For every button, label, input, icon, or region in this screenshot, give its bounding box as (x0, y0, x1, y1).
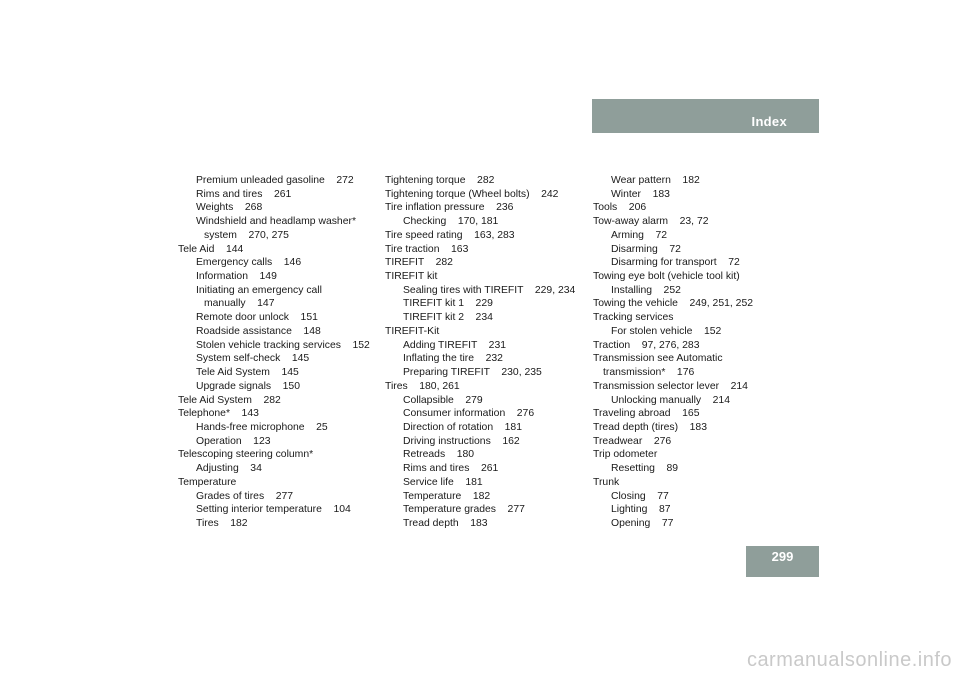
index-entry: Tires 182 (196, 517, 248, 529)
index-entry: Towing the vehicle 249, 251, 252 (593, 298, 754, 310)
index-entry: TIREFIT kit 1 229 (403, 298, 493, 310)
index-entry: Tele Aid System 282 (178, 394, 281, 406)
index-entry: Information 149 (196, 271, 277, 283)
index-entry: Temperature 182 (403, 490, 491, 502)
index-entry: Rims and tires 261 (403, 463, 499, 475)
index-entry: Weights 268 (196, 202, 263, 214)
index-entry: transmission* 176 (603, 367, 695, 379)
index-entry: System self-check 145 (196, 353, 310, 365)
index-entry: Direction of rotation 181 (403, 421, 522, 433)
index-entry: Closing 77 (611, 490, 669, 502)
index-column-2 (385, 174, 575, 531)
index-entry: Telescoping steering column* (178, 449, 314, 461)
index-entry: Sealing tires with TIREFIT 229, 234 (403, 284, 576, 296)
watermark-text: carmanualsonline.info (746, 649, 952, 671)
index-entry: manually 147 (204, 298, 275, 310)
index-entry: Preparing TIREFIT 230, 235 (403, 367, 542, 379)
index-entry: Transmission see Automatic (593, 353, 723, 365)
index-entry: Stolen vehicle tracking services 152 (196, 339, 370, 351)
index-entry: Traveling abroad 165 (593, 408, 700, 420)
index-entry: Remote door unlock 151 (196, 312, 318, 324)
index-entry: Temperature grades 277 (403, 504, 525, 516)
index-entry: Initiating an emergency call (196, 284, 322, 296)
index-entry: Hands-free microphone 25 (196, 421, 328, 433)
index-entry: Emergency calls 146 (196, 257, 302, 269)
index-entry: Rims and tires 261 (196, 188, 292, 200)
index-entry: Trunk (593, 476, 620, 488)
index-entry: Tire speed rating 163, 283 (385, 229, 515, 241)
index-entry: Collapsible 279 (403, 394, 483, 406)
index-entry: Unlocking manually 214 (611, 394, 730, 406)
index-entry: Grades of tires 277 (196, 490, 294, 502)
section-header-bar (592, 99, 819, 133)
index-entry: Setting interior temperature 104 (196, 504, 351, 516)
index-entry: Arming 72 (611, 229, 668, 241)
index-entry: Adjusting 34 (196, 463, 262, 475)
index-entry: Tread depth (tires) 183 (593, 421, 707, 433)
page-number-badge (746, 546, 819, 577)
section-title: Index (751, 114, 787, 129)
index-entry: Treadwear 276 (593, 435, 672, 447)
index-entry: Wear pattern 182 (611, 175, 700, 186)
index-entry: For stolen vehicle 152 (611, 325, 722, 337)
index-entry: Telephone* 143 (178, 408, 259, 420)
index-entry: Tele Aid System 145 (196, 367, 299, 379)
index-entry: Windshield and headlamp washer* (196, 216, 356, 228)
index-entry: system 270, 275 (204, 229, 289, 241)
index-entry: Tire traction 163 (385, 243, 469, 255)
index-entry: Lighting 87 (611, 504, 671, 516)
index-entry: Disarming 72 (611, 243, 681, 255)
index-entry: Operation 123 (196, 435, 271, 447)
index-entry: Tele Aid 144 (178, 243, 244, 255)
index-entry: Adding TIREFIT 231 (403, 339, 506, 351)
index-entry: Installing 252 (611, 284, 681, 296)
index-entry: Tow-away alarm 23, 72 (593, 216, 709, 228)
index-entry: Winter 183 (611, 188, 670, 200)
index-entry: Tightening torque (Wheel bolts) 242 (385, 188, 559, 200)
index-entry: Trip odometer (593, 449, 658, 461)
index-entry: Driving instructions 162 (403, 435, 520, 447)
index-entry: Tracking services (593, 312, 674, 324)
index-entry: Temperature (178, 476, 237, 488)
index-entry: Traction 97, 276, 283 (593, 339, 700, 351)
index-entry: Tread depth 183 (403, 517, 488, 529)
index-entry: Premium unleaded gasoline 272 (196, 175, 354, 186)
index-entry: TIREFIT kit 2 234 (403, 312, 493, 324)
index-entry: Resetting 89 (611, 463, 679, 475)
index-entry: Roadside assistance 148 (196, 325, 321, 337)
index-entry: Transmission selector lever 214 (593, 380, 748, 392)
index-entry: TIREFIT-Kit (385, 325, 440, 337)
index-entry: Tools 206 (593, 202, 647, 214)
index-column-1 (178, 174, 370, 531)
index-entry: Upgrade signals 150 (196, 380, 300, 392)
index-entry: Service life 181 (403, 476, 483, 488)
index-entry: Tires 180, 261 (385, 380, 460, 392)
index-column-3 (593, 174, 753, 531)
index-entry: Tightening torque 282 (385, 175, 495, 186)
index-entry: Checking 170, 181 (403, 216, 499, 228)
index-entry: Opening 77 (611, 517, 674, 529)
index-entry: TIREFIT 282 (385, 257, 453, 269)
index-entry: Tire inflation pressure 236 (385, 202, 514, 214)
index-entry: Retreads 180 (403, 449, 475, 461)
index-entry: Disarming for transport 72 (611, 257, 740, 269)
index-entry: Consumer information 276 (403, 408, 535, 420)
index-entry: TIREFIT kit (385, 271, 438, 283)
page-number: 299 (771, 549, 794, 564)
index-entry: Inflating the tire 232 (403, 353, 503, 365)
index-entry: Towing eye bolt (vehicle tool kit) (593, 271, 740, 283)
